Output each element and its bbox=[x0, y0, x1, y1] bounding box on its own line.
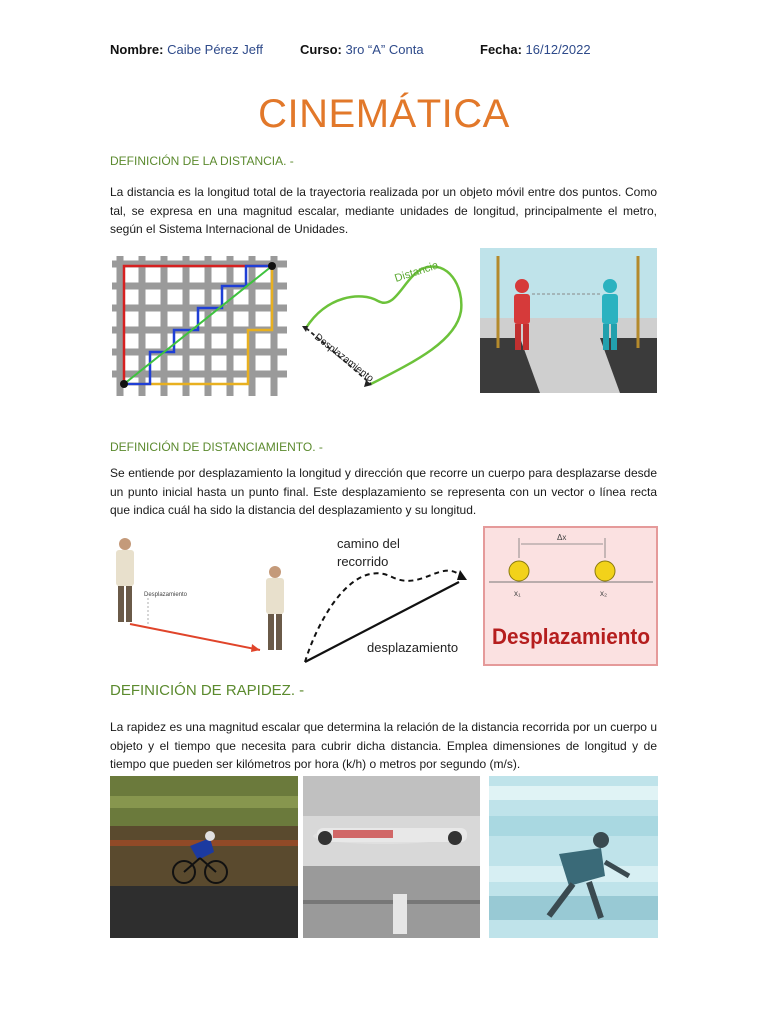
path-label-line1: camino del bbox=[337, 536, 400, 551]
distance-curve-label: Distancia bbox=[393, 259, 440, 285]
section-text-displacement: Se entiende por desplazamiento la longitud y dirección que recorre un cuerpo para desplazarse desde un punto inicial hasta un punto final. Este desplazamiento se representa con un vector o línea recta que indica cuál ha sido la distancia del desplazamiento y su longitud. bbox=[110, 466, 657, 517]
course-label: Curso: bbox=[300, 42, 342, 57]
date-value: 16/12/2022 bbox=[525, 42, 591, 57]
date-field bbox=[480, 42, 591, 57]
x1-label: x₁ bbox=[514, 589, 521, 598]
running-man-photo bbox=[489, 776, 658, 938]
cyclist-photo bbox=[110, 776, 298, 938]
path-vs-displacement-figure bbox=[297, 532, 475, 664]
big-displacement-label: Desplazamiento bbox=[492, 624, 650, 649]
race-car-photo bbox=[303, 776, 480, 938]
page-title: CINEMÁTICA bbox=[258, 92, 510, 136]
section-heading-displacement: DEFINICIÓN DE DISTANCIAMIENTO. - bbox=[110, 440, 323, 454]
displacement-curve-label: Desplazamiento bbox=[312, 331, 376, 385]
grid-path-figure bbox=[112, 256, 287, 396]
course-value: 3ro “A” Conta bbox=[345, 42, 424, 57]
section-heading-distance: DEFINICIÓN DE LA DISTANCIA. - bbox=[110, 154, 294, 168]
date-label: Fecha: bbox=[480, 42, 522, 57]
path-displacement-label: desplazamiento bbox=[367, 640, 459, 655]
displacement-diagram-figure bbox=[483, 526, 658, 666]
walking-man-figure bbox=[110, 532, 288, 664]
x2-label: x₂ bbox=[600, 589, 608, 598]
two-people-photo bbox=[480, 248, 657, 393]
path-label-line2: recorrido bbox=[337, 554, 389, 569]
document-header bbox=[110, 42, 670, 62]
section-text-distance: La distancia es la longitud total de la trayectoria realizada por un objeto móvil entre dos puntos. Como tal, se expresa en una magnitud escalar, mediante unidades de longitud, principalmente el metro, según el Sistema Internacional de Unidades. bbox=[110, 185, 657, 236]
distance-curve-figure bbox=[296, 256, 471, 396]
section-text-speed: La rapidez es una magnitud escalar que determina la relación de la distancia recorrida por un cuerpo u objeto y el tiempo que necesita para cubrir dicha distancia. Emplea dimensiones de longitud y de tiempo que pueden ser kilómetros por hora (k/h) o metros por segundo (m/s). bbox=[110, 720, 657, 771]
name-field bbox=[110, 42, 263, 57]
name-label: Nombre: bbox=[110, 42, 164, 57]
small-displacement-label: Desplazamiento bbox=[144, 592, 188, 598]
section-heading-speed: DEFINICIÓN DE RAPIDEZ. - bbox=[110, 682, 305, 699]
delta-label: Δx bbox=[557, 533, 567, 542]
name-value: Caibe Pérez Jeff bbox=[167, 42, 263, 57]
course-field bbox=[300, 42, 424, 57]
